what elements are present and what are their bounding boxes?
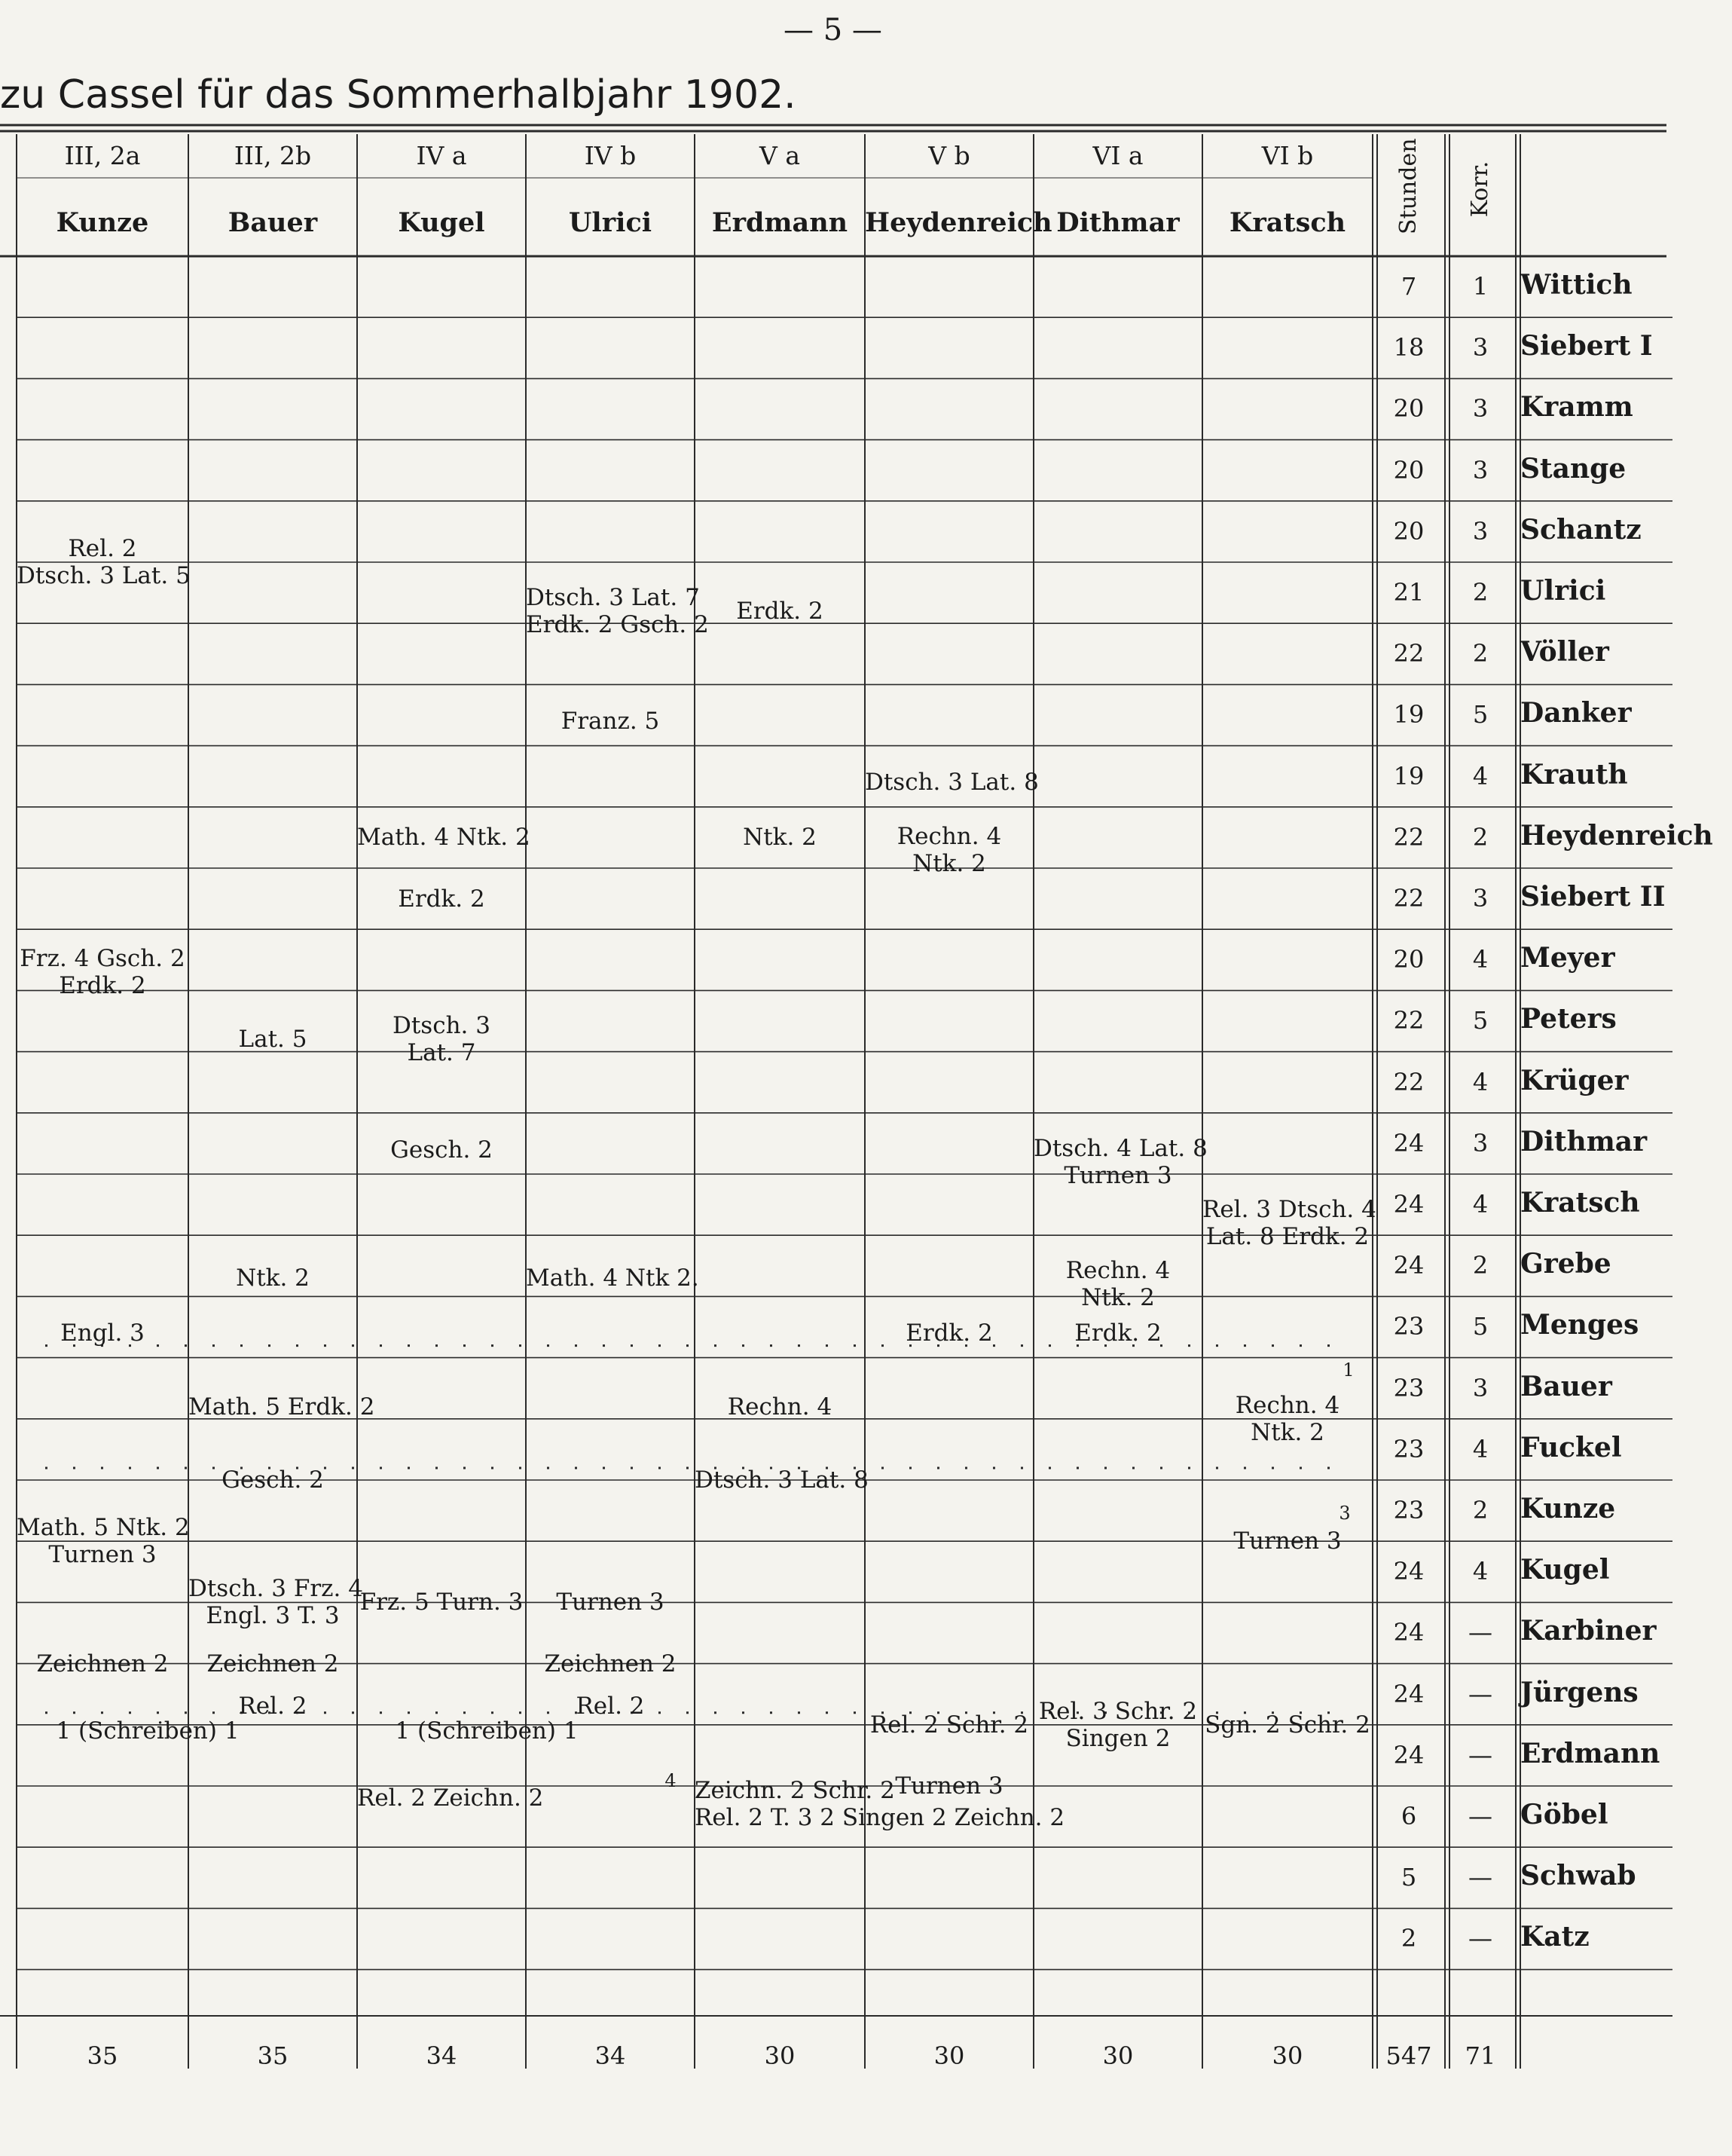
schedule-entry: Zeichnen 2 — [36, 1650, 169, 1677]
row-stunden: 24 — [1393, 1190, 1425, 1219]
row-stunden: 22 — [1393, 822, 1425, 852]
column-total: 30 — [1102, 2041, 1134, 2070]
row-teacher-name: Ulrici — [1520, 575, 1606, 607]
row-teacher-name: Siebert I — [1520, 330, 1653, 362]
row-stunden: 22 — [1393, 1006, 1425, 1035]
row-teacher-name: Bauer — [1520, 1370, 1612, 1402]
row-korr: 3 — [1472, 516, 1489, 546]
column-class-label: III, 2b — [234, 141, 312, 170]
schedule-entry: Turnen 3 — [895, 1772, 1003, 1800]
schedule-entry: Ntk. 2 — [743, 824, 817, 852]
row-korr: 3 — [1472, 455, 1489, 485]
schedule-entry: Zeichnen 2 — [206, 1650, 339, 1677]
row-stunden: 7 — [1401, 272, 1417, 301]
schedule-entry: Dtsch. 3 Lat. 7 Erdk. 2 Gsch. 2 — [526, 583, 709, 638]
row-stunden: 24 — [1393, 1557, 1425, 1586]
schedule-entry: Rel. 2 — [238, 1693, 307, 1720]
row-teacher-name: Wittich — [1520, 269, 1633, 301]
schedule-entry: Rechn. 4 Ntk. 2 — [1235, 1391, 1340, 1446]
row-korr: — — [1468, 1924, 1492, 1953]
schedule-entry: Erdk. 2 — [736, 597, 823, 625]
column-teacher-name: Heydenreich — [865, 207, 1052, 238]
column-class-label: III, 2a — [64, 141, 141, 170]
column-total: 34 — [594, 2041, 626, 2070]
row-teacher-name: Erdmann — [1520, 1737, 1660, 1769]
row-stunden: 24 — [1393, 1679, 1425, 1708]
schedule-entry: Rel. 2 Dtsch. 3 Lat. 5 — [17, 535, 191, 589]
row-teacher-name: Göbel — [1520, 1799, 1608, 1830]
row-teacher-name: Katz — [1520, 1921, 1590, 1953]
row-teacher-name: Peters — [1520, 1003, 1617, 1035]
row-stunden: 2 — [1401, 1924, 1417, 1953]
row-stunden: 24 — [1393, 1618, 1425, 1647]
schedule-entry: Dtsch. 3 Lat. 8 — [865, 769, 1039, 797]
row-teacher-name: Völler — [1520, 636, 1609, 668]
row-stunden: 21 — [1393, 578, 1425, 607]
row-stunden: 20 — [1393, 394, 1425, 424]
schedule-entry: Rel. 2 Zeichn. 2 — [357, 1784, 544, 1812]
schedule-entry: Engl. 3 — [60, 1320, 145, 1347]
row-stunden: 20 — [1393, 516, 1425, 546]
row-teacher-name: Schwab — [1520, 1860, 1636, 1892]
schedule-entry: Erdk. 2 — [906, 1320, 993, 1347]
row-stunden: 23 — [1393, 1434, 1425, 1463]
schedule-entry: Math. 4 Ntk. 2 — [357, 824, 530, 852]
column-teacher-name: Kratsch — [1229, 207, 1346, 238]
page-number: — 5 — — [784, 13, 882, 47]
column-teacher-name: Kunze — [56, 207, 149, 238]
row-korr: 3 — [1472, 394, 1489, 424]
row-teacher-name: Meyer — [1520, 942, 1615, 974]
row-stunden: 5 — [1401, 1863, 1417, 1892]
row-teacher-name: Kratsch — [1520, 1187, 1640, 1219]
column-total: 71 — [1465, 2041, 1496, 2070]
schedule-entry: Frz. 5 Turn. 3 — [359, 1589, 524, 1616]
schedule-entry: Ntk. 2 — [236, 1265, 310, 1292]
row-korr: 2 — [1472, 639, 1489, 668]
row-korr: 2 — [1472, 1251, 1489, 1280]
row-stunden: 19 — [1393, 700, 1425, 729]
schedule-entry: Franz. 5 — [561, 708, 660, 735]
row-stunden: 23 — [1393, 1312, 1425, 1341]
header-stunden-label: Stunden — [1395, 138, 1422, 234]
column-class-label: VI b — [1261, 141, 1314, 170]
row-korr: — — [1468, 1618, 1492, 1647]
schedule-entry: Gesch. 2 — [221, 1466, 324, 1494]
row-teacher-name: Kugel — [1520, 1554, 1610, 1586]
schedule-entry: Turnen 3 — [1233, 1528, 1342, 1555]
schedule-entry: Dtsch. 3 Lat. 8 — [695, 1466, 869, 1494]
row-korr: 1 — [1472, 272, 1489, 301]
row-korr: — — [1468, 1802, 1492, 1830]
row-korr: 4 — [1472, 945, 1489, 974]
schedule-entry: Dtsch. 3 Lat. 7 — [393, 1012, 490, 1067]
column-class-label: V b — [928, 141, 970, 170]
row-korr: 5 — [1472, 700, 1489, 729]
row-teacher-name: Karbiner — [1520, 1615, 1657, 1647]
row-korr: 4 — [1472, 1434, 1489, 1463]
row-teacher-name: Heydenreich — [1520, 819, 1713, 852]
schedule-entry: Gesch. 2 — [390, 1136, 493, 1164]
column-teacher-name: Bauer — [228, 207, 318, 238]
row-korr: 5 — [1472, 1006, 1489, 1035]
row-korr: — — [1468, 1740, 1492, 1769]
row-stunden: 20 — [1393, 455, 1425, 485]
row-korr: 4 — [1472, 761, 1489, 791]
schedule-entry: Erdk. 2 — [398, 885, 485, 913]
schedule-entry: 1 (Schreiben) 1 — [395, 1717, 579, 1745]
row-korr: 3 — [1472, 1128, 1489, 1158]
column-total: 35 — [87, 2041, 118, 2070]
row-teacher-name: Dithmar — [1520, 1125, 1648, 1158]
schedule-entry: Sgn. 2 Schr. 2 — [1205, 1711, 1370, 1739]
row-stunden: 22 — [1393, 639, 1425, 668]
row-teacher-name: Krüger — [1520, 1064, 1629, 1096]
schedule-entry: 1 (Schreiben) 1 — [56, 1717, 240, 1745]
footnote-mark: 3 — [1339, 1503, 1351, 1524]
column-total: 34 — [426, 2041, 457, 2070]
row-korr: 3 — [1472, 1373, 1489, 1402]
row-teacher-name: Menges — [1520, 1309, 1639, 1341]
row-stunden: 18 — [1393, 333, 1425, 362]
row-korr: 2 — [1472, 822, 1489, 852]
row-stunden: 6 — [1401, 1802, 1417, 1830]
schedule-entry: Rechn. 4 — [727, 1393, 832, 1421]
footnote-mark: 1 — [1343, 1359, 1355, 1381]
column-teacher-name: Dithmar — [1056, 207, 1180, 238]
schedule-entry: Frz. 4 Gsch. 2 Erdk. 2 — [20, 945, 185, 1000]
row-stunden: 19 — [1393, 761, 1425, 791]
column-total: 547 — [1385, 2041, 1432, 2070]
column-total: 30 — [764, 2041, 796, 2070]
column-total: 35 — [257, 2041, 289, 2070]
schedule-entry: Rechn. 4 Ntk. 2 — [897, 822, 1002, 877]
schedule-entry: Zeichnen 2 — [544, 1650, 677, 1677]
column-total: 30 — [1272, 2041, 1303, 2070]
column-class-label: IV a — [416, 141, 467, 170]
row-teacher-name: Kramm — [1520, 391, 1633, 424]
column-class-label: VI a — [1092, 141, 1144, 170]
row-teacher-name: Danker — [1520, 697, 1632, 729]
column-teacher-name: Erdmann — [711, 207, 848, 238]
schedule-entry: Rechn. 4 Ntk. 2 — [1065, 1257, 1171, 1312]
row-teacher-name: Kunze — [1520, 1493, 1616, 1524]
row-korr: — — [1468, 1863, 1492, 1892]
row-stunden: 22 — [1393, 884, 1425, 913]
row-stunden: 20 — [1393, 945, 1425, 974]
schedule-entry: Turnen 3 — [556, 1589, 664, 1616]
schedule-entry: Rel. 2 Schr. 2 — [869, 1711, 1029, 1739]
column-total: 30 — [933, 2041, 965, 2070]
row-teacher-name: Stange — [1520, 452, 1627, 485]
row-korr: 4 — [1472, 1067, 1489, 1096]
row-teacher-name: Schantz — [1520, 513, 1642, 546]
column-class-label: IV b — [584, 141, 637, 170]
schedule-entry: Rel. 3 Schr. 2 Singen 2 — [1038, 1697, 1198, 1752]
row-stunden: 24 — [1393, 1251, 1425, 1280]
row-teacher-name: Jürgens — [1520, 1676, 1639, 1708]
row-stunden: 24 — [1393, 1128, 1425, 1158]
page-title: zu Cassel für das Sommerhalbjahr 1902. — [0, 72, 796, 118]
row-teacher-name: Krauth — [1520, 758, 1628, 791]
schedule-entry: Erdk. 2 — [1074, 1320, 1162, 1347]
row-teacher-name: Grebe — [1520, 1248, 1611, 1280]
column-teacher-name: Ulrici — [568, 207, 652, 238]
row-teacher-name: Fuckel — [1520, 1431, 1622, 1463]
schedule-entry: Rel. 3 Dtsch. 4 Lat. 8 Erdk. 2 — [1202, 1195, 1376, 1250]
row-korr: 3 — [1472, 884, 1489, 913]
column-class-label: V a — [759, 141, 800, 170]
row-stunden: 23 — [1393, 1373, 1425, 1402]
row-korr: 2 — [1472, 578, 1489, 607]
footnote-mark: 4 — [664, 1770, 677, 1791]
schedule-entry: Math. 4 Ntk 2. — [526, 1265, 699, 1292]
row-stunden: 24 — [1393, 1740, 1425, 1769]
schedule-entry: Rel. 2 — [576, 1693, 645, 1720]
column-teacher-name: Kugel — [398, 207, 485, 238]
schedule-entry: Dtsch. 3 Frz. 4 Engl. 3 T. 3 — [188, 1575, 363, 1630]
row-korr: — — [1468, 1679, 1492, 1708]
row-korr: 4 — [1472, 1190, 1489, 1219]
schedule-entry: Dtsch. 4 Lat. 8 Turnen 3 — [1034, 1134, 1208, 1189]
row-stunden: 22 — [1393, 1067, 1425, 1096]
header-korr-label: Korr. — [1467, 161, 1493, 218]
schedule-entry: Math. 5 Ntk. 2 Turnen 3 — [17, 1514, 190, 1569]
row-teacher-name: Siebert II — [1520, 881, 1666, 913]
schedule-entry: Zeichn. 2 Schr. 2 Rel. 2 T. 3 2 Singen 2 Zeichn. 2 — [695, 1777, 1065, 1832]
schedule-entry: Lat. 5 — [238, 1026, 307, 1054]
schedule-entry: Math. 5 Erdk. 2 — [188, 1393, 375, 1421]
row-stunden: 23 — [1393, 1496, 1425, 1524]
row-korr: 5 — [1472, 1312, 1489, 1341]
row-korr: 4 — [1472, 1557, 1489, 1586]
row-korr: 3 — [1472, 333, 1489, 362]
row-korr: 2 — [1472, 1496, 1489, 1524]
